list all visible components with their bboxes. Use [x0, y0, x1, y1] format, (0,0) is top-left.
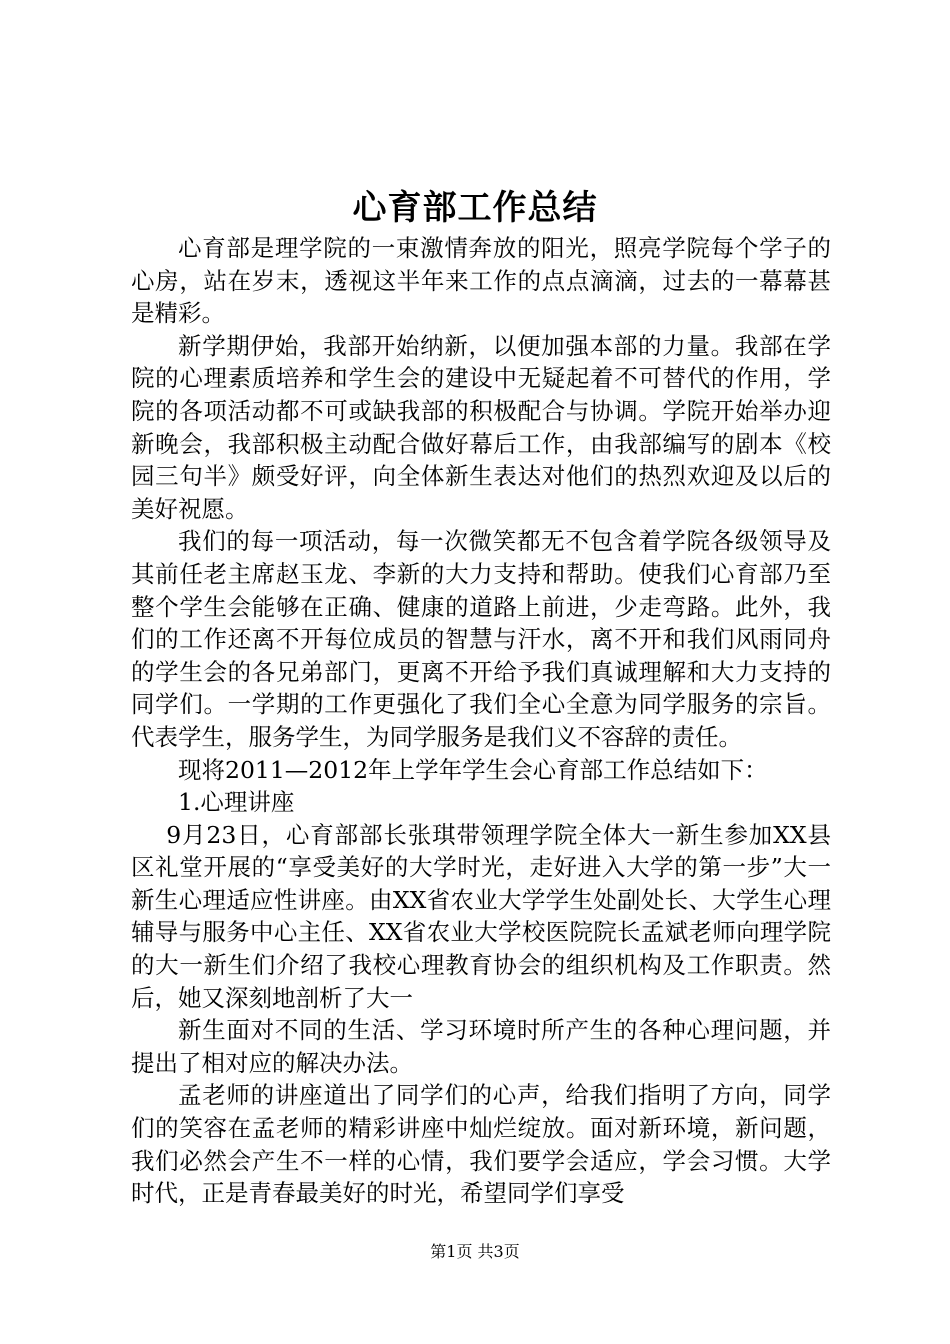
page-number-footer: 第1页 共3页 — [430, 1242, 520, 1261]
paragraph: 我们的每一项活动，每一次微笑都无不包含着学院各级领导及其前任老主席赵玉龙、李新的大力支持和帮助。使我们心育部乃至整个学生会能够在正确、健康的道路上前进，少走弯路。此外，我们的工作还离不开每位成员的智慧与汗水，离不开和我们风雨同舟的学生会的各兄弟部门，更离不开给予我们真诚理解和大力支持的同学们。一学期的工作更强化了我们全心全意为同学服务的宗旨。代表学生，服务学生，为同学服务是我们义不容辞的责任。 — [131, 527, 831, 751]
section-heading: 1.心理讲座 — [178, 788, 295, 817]
paragraph: 新学期伊始，我部开始纳新，以便加强本部的力量。我部在学院的心理素质培养和学生会的建设中无疑起着不可替代的作用，学院的各项活动都不可或缺我部的积极配合与协调。学院开始举办迎新晚会，我部积极主动配合做好幕后工作，由我部编写的剧本《校园三句半》颇受好评，向全体新生表达对他们的热烈欢迎及以后的美好祝愿。 — [131, 331, 831, 523]
paragraph: 新生面对不同的生活、学习环境时所产生的各种心理问题，并提出了相对应的解决办法。 — [131, 1016, 831, 1077]
document-title: 心育部工作总结 — [352, 188, 598, 228]
paragraph: 9月23日，心育部部长张琪带领理学院全体大一新生参加XX县区礼堂开展的“享受美好的大学时光，走好进入大学的第一步”大一新生心理适应性讲座。由XX省农业大学学生处副处长、大学生心理辅导与服务中心主任、XX省农业大学校医院院长孟斌老师向理学院的大一新生们介绍了我校心理教育协会的组织机构及工作职责。然后，她又深刻地剖析了大一 — [131, 820, 831, 1012]
paragraph: 现将2011—2012年上学年学生会心育部工作总结如下： — [178, 755, 768, 784]
document-body — [131, 232, 831, 1210]
paragraph: 心育部是理学院的一束激情奔放的阳光，照亮学院每个学子的心房，站在岁末，透视这半年来工作的点点滴滴，过去的一幕幕甚是精彩。 — [131, 234, 831, 328]
paragraph: 孟老师的讲座道出了同学们的心声，给我们指明了方向，同学们的笑容在孟老师的精彩讲座中灿烂绽放。面对新环境，新问题，我们必然会产生不一样的心情，我们要学会适应，学会习惯。大学时代，正是青春最美好的时光，希望同学们享受 — [131, 1081, 831, 1208]
